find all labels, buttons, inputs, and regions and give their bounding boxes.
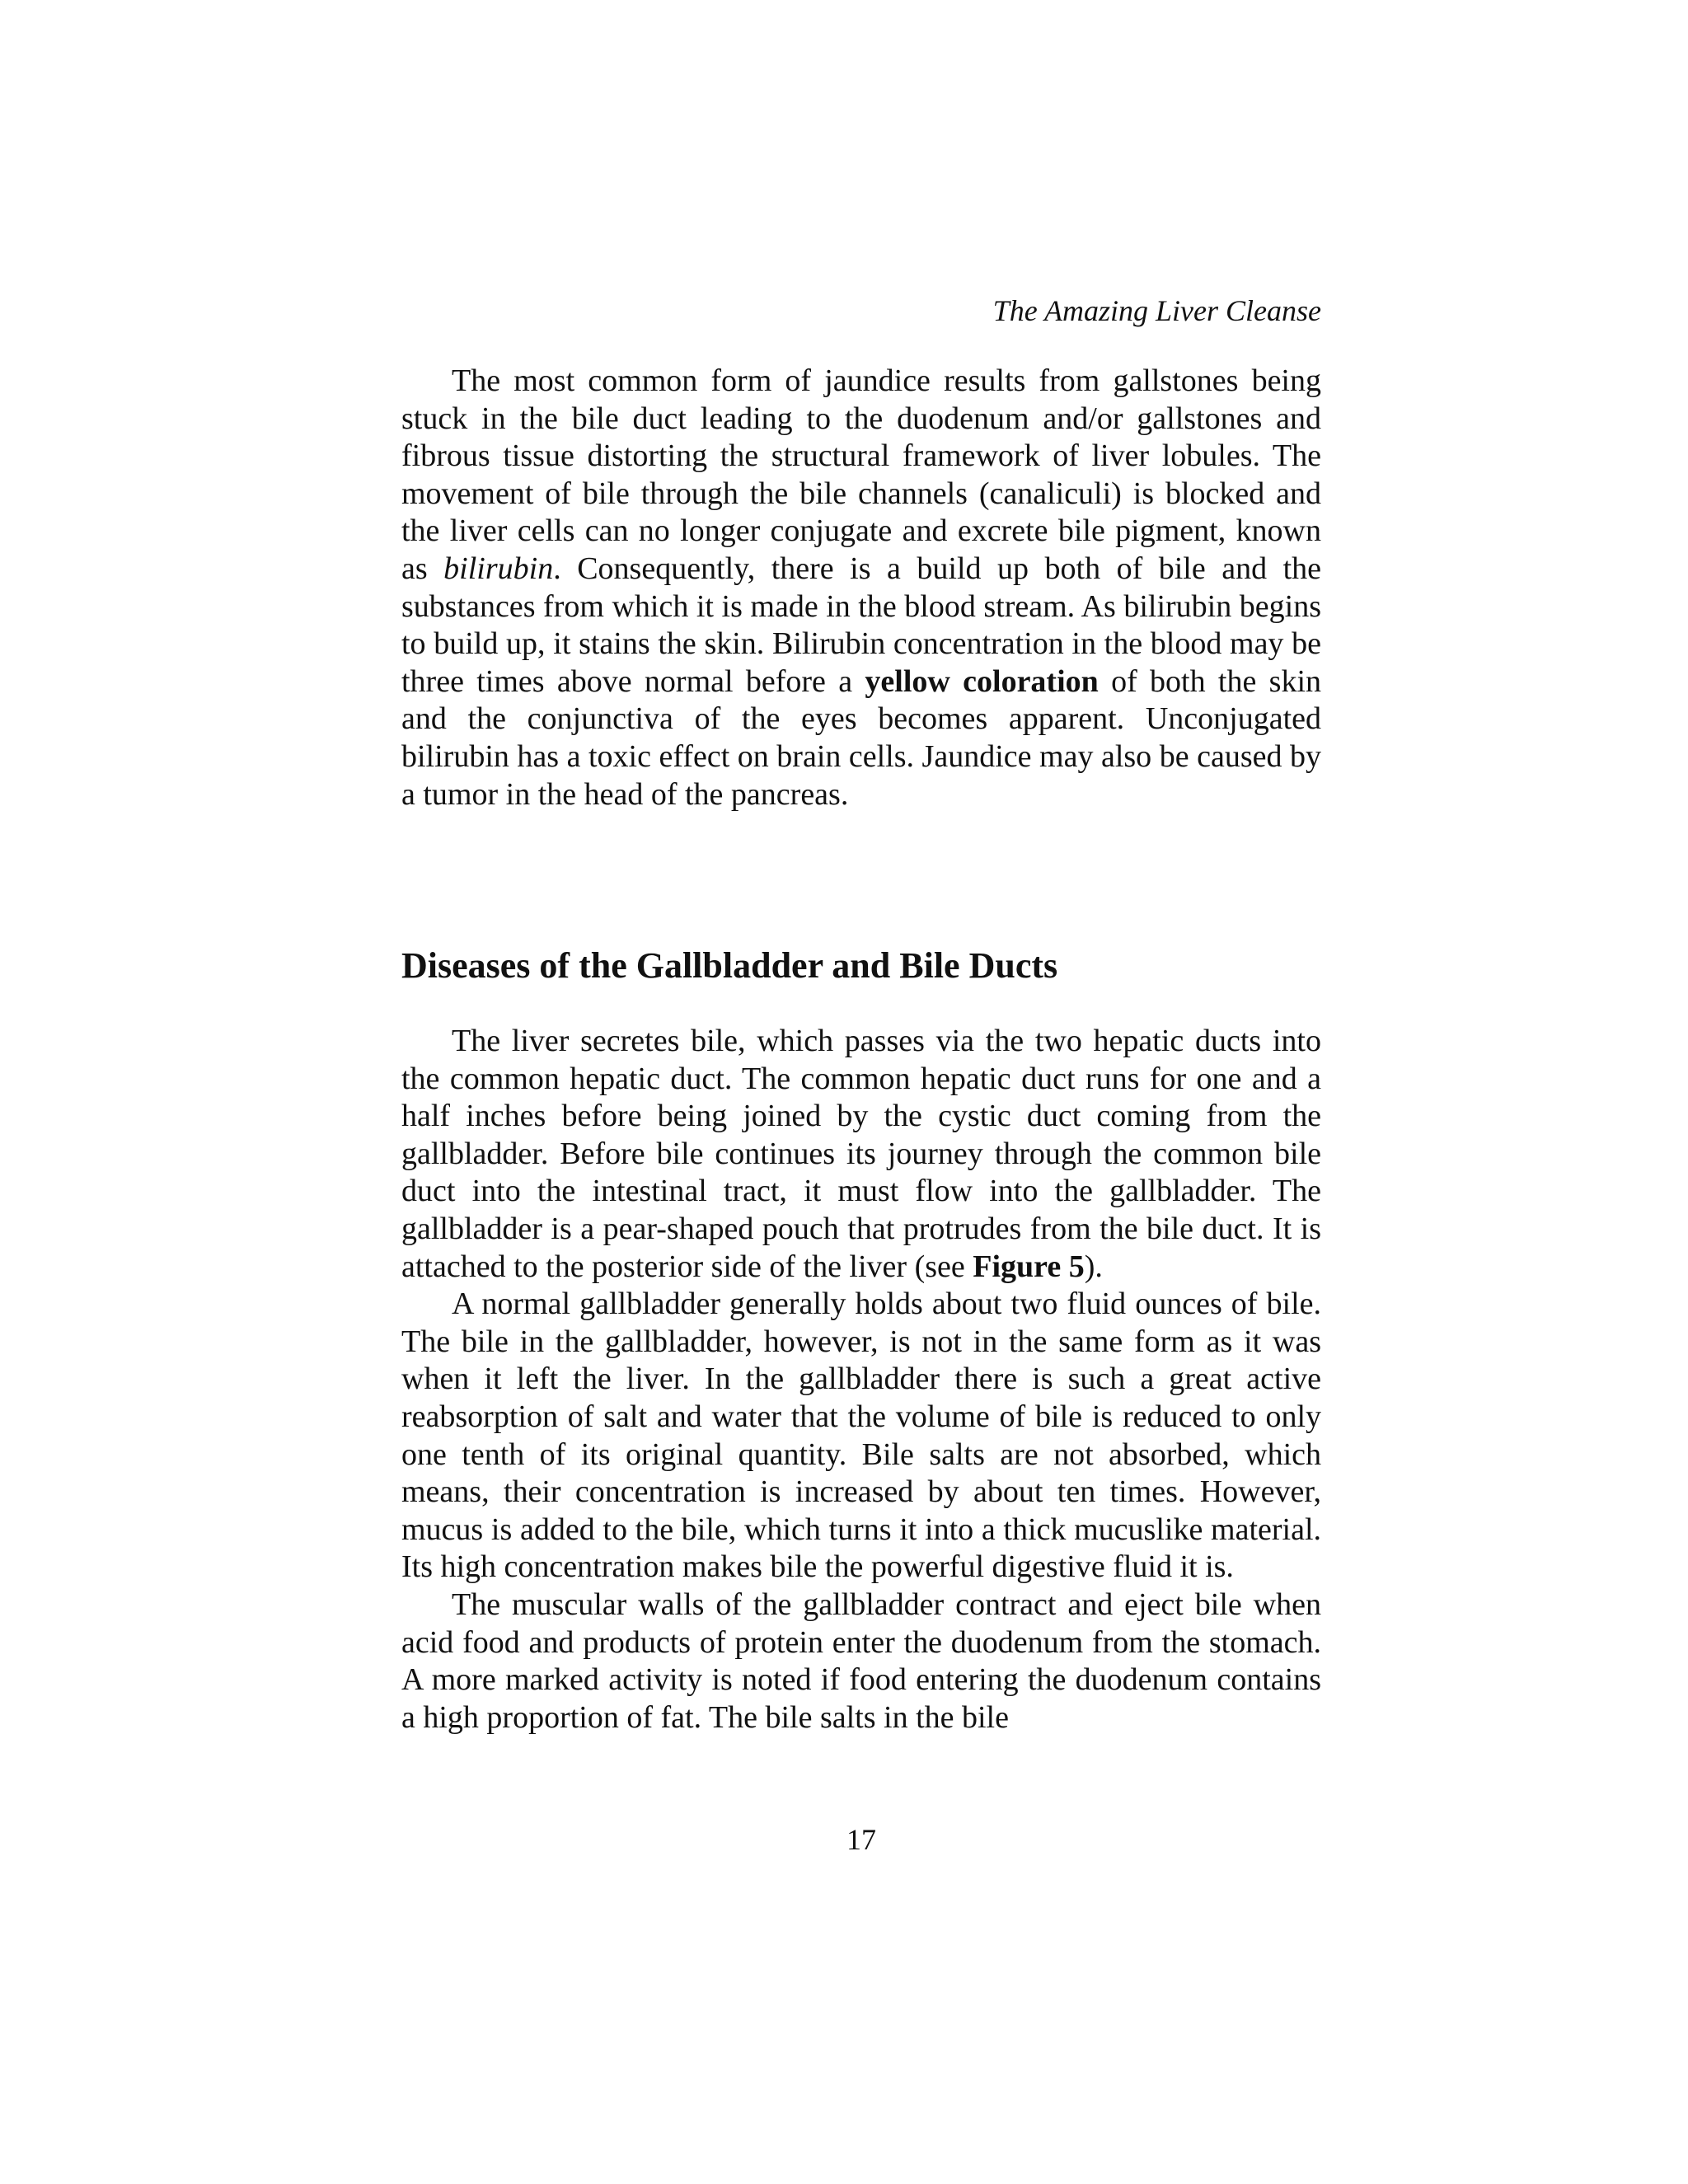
- jaundice-text-block: [401, 363, 1321, 813]
- paragraph-text: ).: [1084, 1249, 1103, 1284]
- gallbladder-text-block: [401, 1023, 1321, 1736]
- page-number: 17: [846, 1823, 876, 1856]
- section-heading: Diseases of the Gallbladder and Bile Ducts: [401, 945, 1058, 986]
- paragraph-text: The liver secretes bile, which passes via the two hepatic ducts into the common hepatic duct. The common hepatic duct runs for one and a half inches before being joined by the cystic duct coming from the gallbladder. Before bile continues its journey through the common bile duct into the intestinal tract, it must flow into the gallbladder. The gallbladder is a pear-shaped pouch that protrudes from the bile duct. It is attached to the posterior side of the liver (see: [401, 1024, 1321, 1284]
- jaundice-paragraph: [401, 363, 1321, 813]
- running-header: The Amazing Liver Cleanse: [992, 294, 1321, 327]
- yellow-coloration-term: yellow coloration: [865, 663, 1099, 699]
- gallbladder-capacity-paragraph: A normal gallbladder generally holds about two fluid ounces of bile. The bile in the gallbladder, however, is not in the same form as it was when it left the liver. In the gallbladder there is such a great active reabsorption of salt and water that the volume of bile is reduced to only one tenth of its original quantity. Bile salts are not absorbed, which means, their concentration is increased by about ten times. However, mucus is added to the bile, which turns it into a thick mucuslike material. Its high concentration makes bile the powerful digestive fluid it is.: [401, 1286, 1321, 1585]
- paragraph-text: of both the skin and the conjunctiva of the eyes becomes apparent. Unconjugated bilirubin has a toxic effect on brain cells. Jaundice may also be caused by a tumor in the head of the pancreas.: [401, 663, 1322, 812]
- figure-reference: Figure 5: [973, 1249, 1085, 1284]
- paragraph-text: . Consequently, there is a build up both of bile and the substances from which it is made in the blood stream. As bilirubin begins to build up, it stains the skin. Bilirubin concentration in the blood may be three times above normal before a: [401, 551, 1322, 699]
- paragraph-text: The most common form of jaundice results from gallstones being stuck in the bile duct leading to the duodenum and/or gallstones and fibrous tissue distorting the structural framework of liver lobules. The movement of bile through the bile channels (canaliculi) is blocked and the liver cells can no longer conjugate and excrete bile pigment, known as: [401, 363, 1321, 586]
- bilirubin-term: bilirubin: [443, 551, 554, 586]
- gallbladder-contraction-paragraph: The muscular walls of the gallbladder contract and eject bile when acid food and products of protein enter the duodenum from the stomach. A more marked activity is noted if food entering the duodenum contains a high proportion of fat. The bile salts in the bile: [401, 1586, 1321, 1735]
- bile-secretion-paragraph: [401, 1023, 1321, 1286]
